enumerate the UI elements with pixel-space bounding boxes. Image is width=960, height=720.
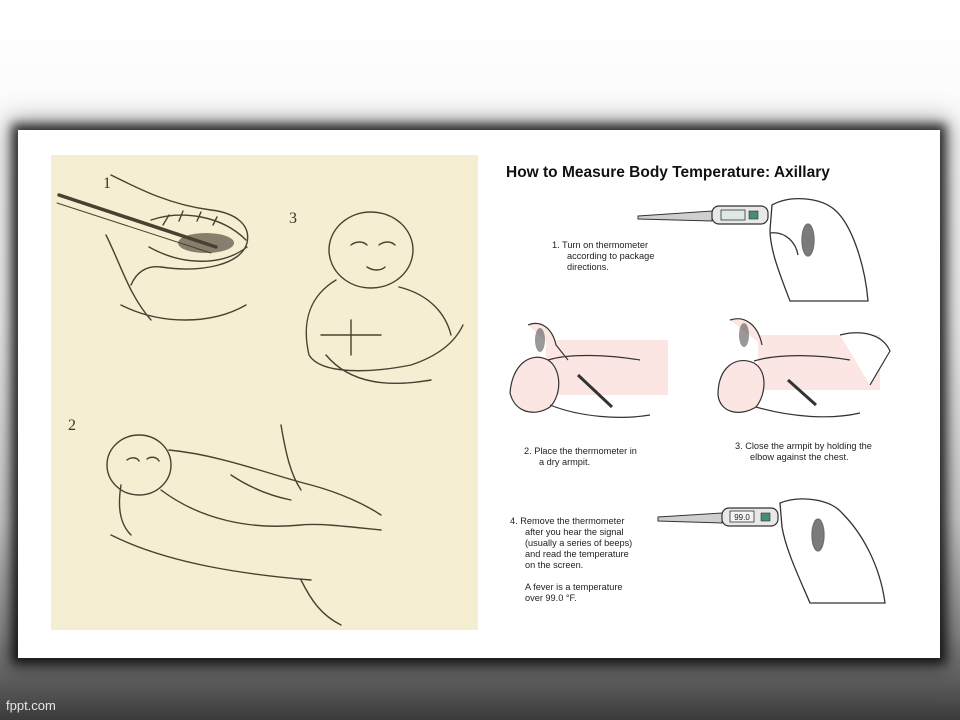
step-3-text: 3. Close the armpit by holding the elbow against the chest. [735,441,872,462]
baby-illustration [306,212,463,383]
watermark: fppt.com [6,698,56,713]
instruction-panel [490,155,915,630]
baby-illustration [510,323,668,417]
fever-note-line-2: over 99.0 °F. [525,593,577,603]
step-2-text: 2. Place the thermometer in a dry armpit. [524,446,637,467]
step-1-text: 1. Turn on thermometer according to package directions. [552,240,655,272]
baby-illustration-3 [718,319,890,417]
document-title: How to Measure Body Temperature: Axillary [506,164,830,181]
hand-icon [770,199,868,301]
thermometer-reading: 99.0 [734,513,750,522]
thermometer-icon [638,206,768,224]
temperature-sketches [51,155,478,630]
thermometer-icon-2 [658,508,778,526]
hand-icon-2 [780,499,885,603]
sketch-panel [51,155,478,630]
baby-illustration-2 [107,425,381,625]
sketch-number-1: 1 [103,175,111,192]
step-4-text: 4. Remove the thermometer after you hear the signal (usually a series of beeps) and read the temperature on the screen. A fever is a temperature over 99.0 °F. [510,516,633,603]
sketch-number-2: 2 [68,417,76,434]
sketch-number-3: 3 [289,210,297,227]
mouth-illustration [106,175,248,320]
fever-note-line-1: A fever is a temperature [525,582,623,592]
